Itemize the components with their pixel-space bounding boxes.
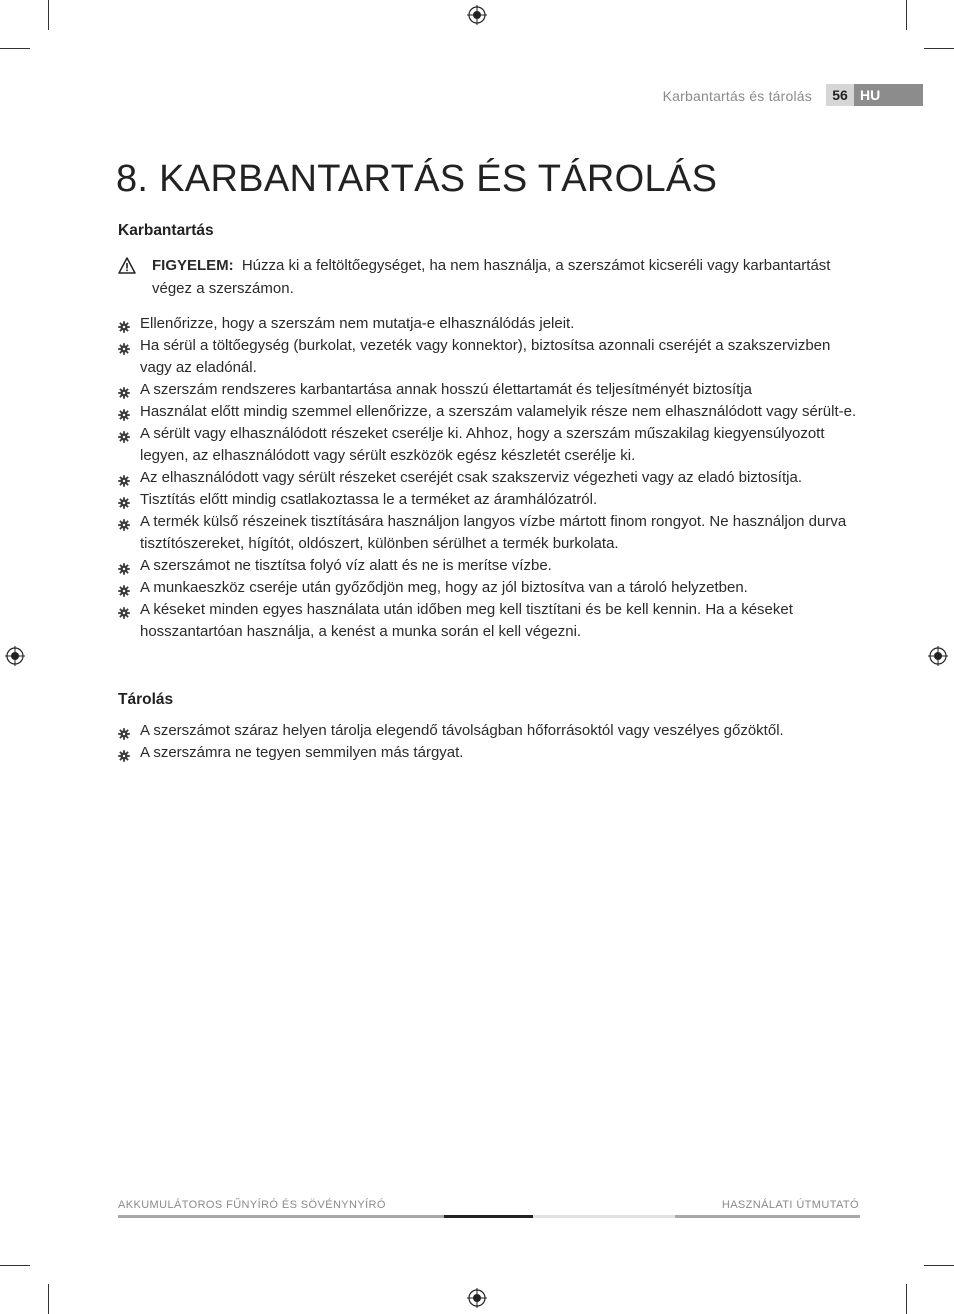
registration-mark-icon <box>5 646 25 666</box>
crop-mark <box>0 48 30 49</box>
page-title: 8. KARBANTARTÁS ÉS TÁROLÁS <box>116 158 718 200</box>
list-item-text: A termék külső részeinek tisztítására használjon langyos vízbe mártott finom rongyot. Ne használjon durva tisztítószereket, hígítót, oldószert, különben sérülhet a termék burkolata. <box>140 513 847 552</box>
gear-bullet-icon <box>118 582 130 594</box>
list-item <box>118 555 860 577</box>
list-item-text: A szerszám rendszeres karbantartása annak hosszú élettartamát és teljesítményét biztosítja <box>140 381 752 398</box>
crop-mark <box>924 48 954 49</box>
list-item <box>118 335 860 379</box>
list-item-text: Használat előtt mindig szemmel ellenőrizze, a szerszám valamelyik része nem elhasználódott vagy sérült-e. <box>140 403 857 420</box>
list-item <box>118 423 860 467</box>
gear-bullet-icon <box>118 604 130 616</box>
list-item <box>118 742 860 764</box>
page-header <box>0 84 954 106</box>
footer-product-name: AKKUMULÁTOROS FŰNYÍRÓ ÉS SÖVÉNYNYÍRÓ <box>118 1199 386 1211</box>
list-item <box>118 720 860 742</box>
gear-bullet-icon <box>118 747 130 759</box>
storage-heading: Tárolás <box>118 691 174 708</box>
footer-line <box>675 1215 860 1218</box>
header-section-title: Karbantartás és tárolás <box>662 88 812 104</box>
gear-bullet-icon <box>118 384 130 396</box>
gear-bullet-icon <box>118 406 130 418</box>
gear-bullet-icon <box>118 725 130 737</box>
list-item-text: Ellenőrizze, hogy a szerszám nem mutatja-e elhasználódás jeleit. <box>140 315 575 332</box>
warning-note <box>118 254 860 300</box>
gear-bullet-icon <box>118 494 130 506</box>
list-item <box>118 313 860 335</box>
list-item <box>118 599 860 643</box>
page-number: 56 <box>826 84 854 106</box>
list-item-text: A szerszámra ne tegyen semmilyen más tárgyat. <box>140 744 464 761</box>
list-item <box>118 489 860 511</box>
maintenance-heading: Karbantartás <box>118 222 214 239</box>
list-item-text: Az elhasználódott vagy sérült részeket cseréjét csak szakszerviz végezheti vagy az eladó biztosítja. <box>140 469 802 486</box>
crop-mark <box>924 1265 954 1266</box>
crop-mark <box>906 0 907 30</box>
list-item-text: Tisztítás előtt mindig csatlakoztassa le a terméket az áramhálózatról. <box>140 491 598 508</box>
registration-mark-icon <box>467 5 487 25</box>
warning-text-block <box>152 254 860 300</box>
language-badge: HU <box>854 84 923 106</box>
warning-label: FIGYELEM: <box>152 257 234 274</box>
list-item-text: A szerszámot száraz helyen tárolja elegendő távolságban hőforrásoktól vagy veszélyes gőzöktől. <box>140 722 784 739</box>
list-item <box>118 401 860 423</box>
gear-bullet-icon <box>118 516 130 528</box>
footer-line <box>533 1215 675 1218</box>
list-item <box>118 467 860 489</box>
list-item-text: Ha sérül a töltőegység (burkolat, vezeték vagy konnektor), biztosítsa azonnali cseréjét a szakszervizben vagy az eladónál. <box>140 337 831 376</box>
warning-triangle-icon <box>118 257 136 274</box>
gear-bullet-icon <box>118 560 130 572</box>
crop-mark <box>48 0 49 30</box>
storage-list <box>118 720 860 764</box>
gear-bullet-icon <box>118 318 130 330</box>
list-item-text: A munkaeszköz cseréje után győződjön meg, hogy az jól biztosítva van a tároló helyzetben. <box>140 579 748 596</box>
gear-bullet-icon <box>118 340 130 352</box>
footer-line <box>444 1215 533 1218</box>
list-item-text: A sérült vagy elhasználódott részeket cserélje ki. Ahhoz, hogy a szerszám műszakilag kiegyensúlyozott legyen, az elhasználódott vagy sérült eszközök egész készletét cserélje ki. <box>140 425 825 464</box>
warning-text: Húzza ki a feltöltőegységet, ha nem használja, a szerszámot kicseréli vagy karbantartást végez a szerszámon. <box>152 257 831 297</box>
list-item-text: A késeket minden egyes használata után időben meg kell tisztítani és be kell kennin. Ha a késeket hosszantartóan használja, a kenést a munka során el kell végezni. <box>140 601 793 640</box>
list-item <box>118 511 860 555</box>
footer-manual-label: HASZNÁLATI ÚTMUTATÓ <box>721 1199 859 1211</box>
gear-bullet-icon <box>118 472 130 484</box>
crop-mark <box>906 1284 907 1314</box>
list-item-text: A szerszámot ne tisztítsa folyó víz alatt és ne is merítse vízbe. <box>140 557 552 574</box>
maintenance-list <box>118 313 860 643</box>
gear-bullet-icon <box>118 428 130 440</box>
list-item <box>118 379 860 401</box>
list-item <box>118 577 860 599</box>
crop-mark <box>48 1284 49 1314</box>
registration-mark-icon <box>928 646 948 666</box>
footer-line <box>118 1215 444 1218</box>
crop-mark <box>0 1265 30 1266</box>
registration-mark-icon <box>467 1288 487 1308</box>
